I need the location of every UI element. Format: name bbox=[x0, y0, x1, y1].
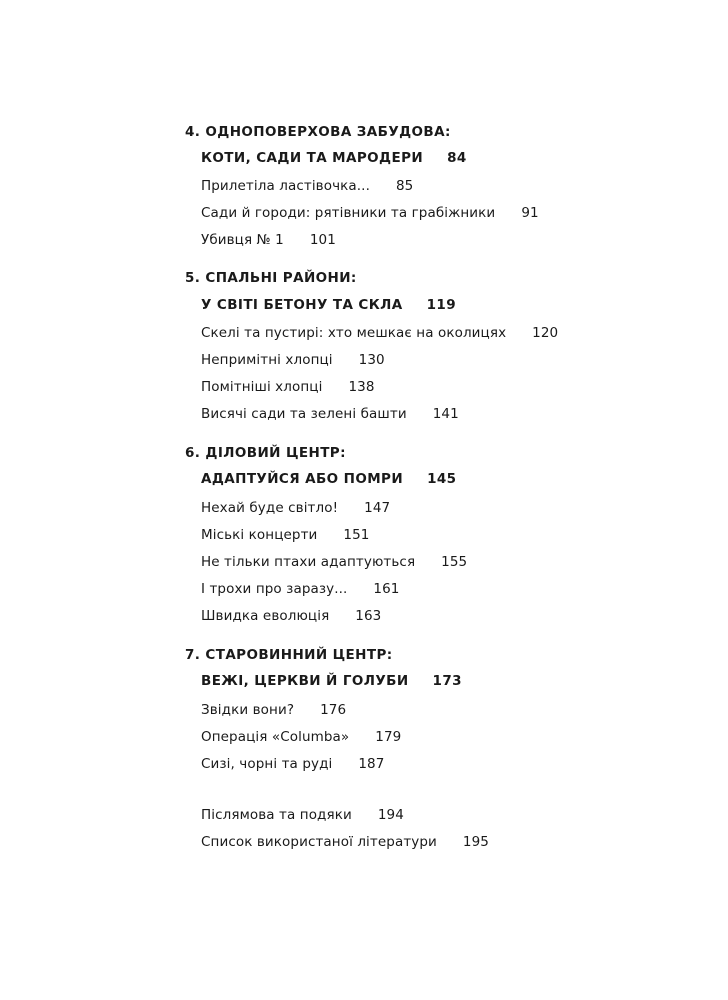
entry-label: Непримітні хлопці bbox=[201, 352, 333, 368]
page-number: 176 bbox=[320, 702, 347, 718]
page-number: 151 bbox=[343, 527, 370, 543]
entry-label: Сади й городи: рятівники та грабіжники bbox=[201, 205, 496, 221]
chapter-title-text: 5. СПАЛЬНІ РАЙОНИ: bbox=[185, 270, 357, 286]
entry-label: Прилетіла ластівочка... bbox=[201, 178, 370, 194]
chapter-title-text: У СВІТІ БЕТОНУ ТА СКЛА bbox=[201, 297, 403, 313]
page-number: 173 bbox=[432, 673, 462, 689]
toc-entry bbox=[201, 404, 459, 424]
page-number: 145 bbox=[427, 471, 457, 487]
toc-entry bbox=[201, 606, 381, 626]
toc-entry bbox=[201, 377, 375, 397]
entry-label: Помітніші хлопці bbox=[201, 379, 323, 395]
toc-entry bbox=[201, 552, 467, 572]
page-number: 155 bbox=[441, 554, 468, 570]
toc-entry bbox=[201, 323, 558, 343]
page-number: 138 bbox=[348, 379, 375, 395]
entry-label: Нехай буде світло! bbox=[201, 500, 339, 516]
entry-label: Операція «Columba» bbox=[201, 729, 350, 745]
page-number: 161 bbox=[373, 581, 400, 597]
toc-entry bbox=[201, 727, 401, 747]
toc-entry bbox=[201, 754, 384, 774]
chapter-6-title-line1 bbox=[185, 443, 346, 463]
chapter-title-text: ВЕЖІ, ЦЕРКВИ Й ГОЛУБИ bbox=[201, 673, 409, 689]
toc-entry bbox=[201, 579, 399, 599]
page-number: 120 bbox=[532, 325, 559, 341]
toc-entry bbox=[201, 498, 390, 518]
page-number: 194 bbox=[377, 807, 404, 823]
toc-entry bbox=[201, 700, 346, 720]
toc-entry-afterword bbox=[201, 805, 404, 825]
page-number: 85 bbox=[395, 178, 414, 194]
page-number: 141 bbox=[432, 406, 459, 422]
chapter-title-text: АДАПТУЙСЯ АБО ПОМРИ bbox=[201, 471, 404, 487]
page-number: 91 bbox=[521, 205, 539, 221]
chapter-title-text: 4. ОДНОПОВЕРХОВА ЗАБУДОВА: bbox=[185, 124, 451, 140]
page-number: 179 bbox=[375, 729, 402, 745]
entry-label: І трохи про заразу... bbox=[201, 581, 348, 597]
chapter-4-title-line2 bbox=[201, 148, 467, 168]
entry-label: Не тільки птахи адаптуються bbox=[201, 554, 416, 570]
page-number: 84 bbox=[447, 150, 467, 166]
entry-label: Швидка еволюція bbox=[201, 608, 330, 624]
page-number: 163 bbox=[355, 608, 382, 624]
toc-entry bbox=[201, 176, 413, 196]
page-number: 187 bbox=[358, 756, 385, 772]
chapter-7-title-line1 bbox=[185, 645, 393, 665]
toc-entry-bibliography bbox=[201, 832, 489, 852]
page-number: 119 bbox=[426, 297, 457, 313]
entry-label: Післямова та подяки bbox=[201, 807, 352, 823]
toc-entry bbox=[201, 203, 539, 223]
chapter-title-text: 6. ДІЛОВИЙ ЦЕНТР: bbox=[185, 445, 346, 461]
toc-entry bbox=[201, 350, 385, 370]
chapter-title-text: 7. СТАРОВИННИЙ ЦЕНТР: bbox=[185, 647, 393, 663]
page-number: 147 bbox=[364, 500, 391, 516]
entry-label: Список використаної літератури bbox=[201, 834, 437, 850]
page-number: 101 bbox=[309, 232, 336, 248]
chapter-6-title-line2 bbox=[201, 469, 456, 489]
entry-label: Сизі, чорні та руді bbox=[201, 756, 333, 772]
chapter-7-title-line2 bbox=[201, 671, 462, 691]
chapter-4-title-line1 bbox=[185, 122, 451, 142]
entry-label: Міські концерти bbox=[201, 527, 318, 543]
entry-label: Висячі сади та зелені башти bbox=[201, 406, 407, 422]
chapter-5-title-line1 bbox=[185, 268, 357, 288]
entry-label: Убивця № 1 bbox=[201, 232, 284, 248]
page-number: 130 bbox=[358, 352, 385, 368]
toc-entry bbox=[201, 525, 370, 545]
entry-label: Звідки вони? bbox=[201, 702, 295, 718]
page-number: 195 bbox=[462, 834, 489, 850]
toc-entry bbox=[201, 230, 336, 250]
chapter-5-title-line2 bbox=[201, 295, 456, 315]
entry-label: Скелі та пустирі: хто мешкає на околицях bbox=[201, 325, 507, 341]
chapter-title-text: КОТИ, САДИ ТА МАРОДЕРИ bbox=[201, 150, 424, 166]
